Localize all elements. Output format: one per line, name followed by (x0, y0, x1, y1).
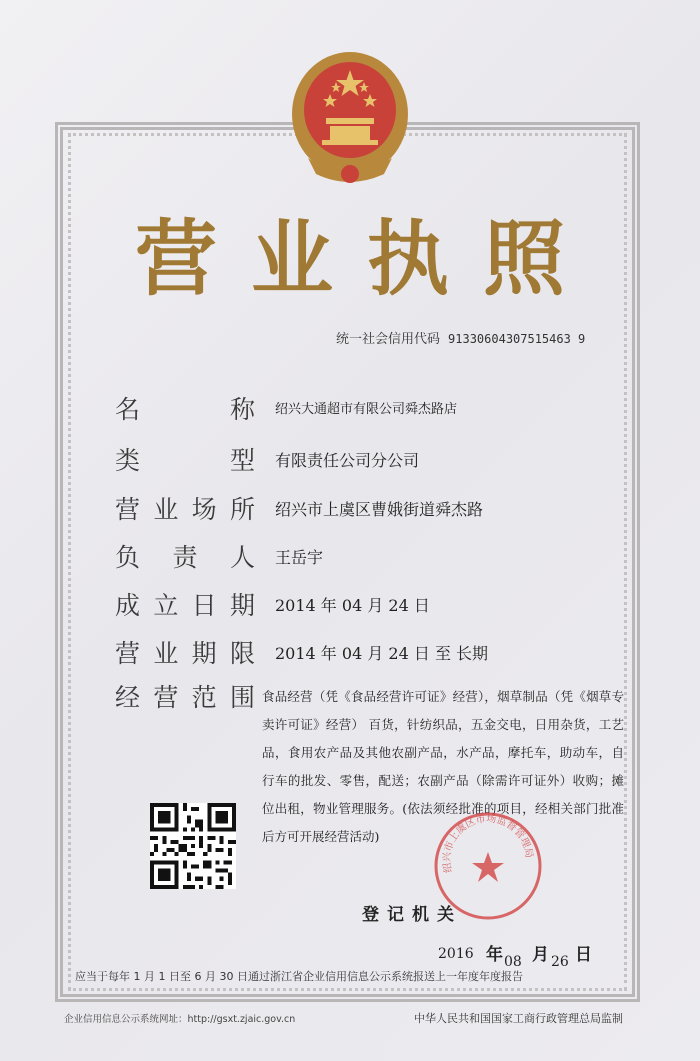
registration-authority-label: 登记机关 (362, 905, 462, 925)
business-scope-text: 食品经营（凭《食品经营许可证》经营），烟草制品（凭《烟草专卖许可证》经营） 百货，针纺织品，五金交电，日用杂货，工艺品，食用农产品及其他农副产品，水产品，摩托车，助动车，自行车的批发、零售，配送；农副产品（除需许可证外）收购；摊位出租，物业管理服务。(依法须经批准的项目，经相关部门批准后方可开展经营活动) (262, 689, 624, 844)
date-day-char: 日 (575, 945, 592, 965)
qr-code-icon (150, 803, 236, 889)
field-label-char: 日 (191, 591, 217, 620)
registration-date (438, 940, 608, 970)
field-label-char: 营 (115, 495, 141, 524)
field-label-char: 成 (115, 591, 141, 620)
date-month-char: 月 (532, 945, 549, 965)
field-label-char: 所 (229, 495, 255, 524)
document-title: 营业执照 (134, 212, 599, 307)
field-value: 2014 年 04 月 24 日 (275, 596, 430, 615)
field-label (115, 636, 255, 672)
field-label-char: 范 (191, 683, 217, 712)
credit-code-line (336, 328, 585, 347)
field-label-char: 围 (229, 683, 255, 712)
field-person-in-charge (115, 540, 635, 580)
field-value: 王岳宇 (275, 548, 324, 567)
field-label-char: 期 (229, 591, 255, 620)
official-seal-icon (432, 810, 544, 922)
field-label-char: 场 (191, 495, 217, 524)
footer-website: 企业信用信息公示系统网址：http://gsxt.zjaic.gov.cn (64, 1014, 296, 1025)
date-month: 08 (504, 954, 522, 970)
field-type (115, 443, 635, 483)
field-label (115, 680, 255, 716)
field-label (115, 492, 255, 528)
footer-issuer: 中华人民共和国国家工商行政管理总局监制 (414, 1012, 623, 1025)
field-label-char: 营 (153, 683, 179, 712)
field-value: 2014 年 04 月 24 日 至 长期 (275, 644, 489, 663)
field-label-char: 业 (153, 639, 179, 668)
date-year: 2016 (438, 946, 474, 962)
date-day: 26 (551, 954, 569, 970)
field-business-term (115, 636, 635, 676)
field-value: 绍兴市上虞区曹娥街道舜杰路 (275, 500, 484, 519)
credit-code-value: 91330604307515463 9 (448, 332, 586, 346)
annual-report-notice: 应当于每年 1 月 1 日至 6 月 30 日通过浙江省企业信用信息公示系统报送上一年度年度报告 (75, 970, 523, 983)
field-label-char: 称 (229, 395, 255, 424)
field-label-char: 期 (191, 639, 217, 668)
seal-text: 绍兴市上虞区市场监督管理局 (441, 813, 535, 874)
field-label-char: 人 (229, 543, 255, 572)
field-label-char: 营 (115, 639, 141, 668)
field-label (115, 588, 255, 624)
field-label-char: 业 (153, 495, 179, 524)
field-label-char: 型 (229, 446, 255, 475)
field-label-char: 限 (229, 639, 255, 668)
field-label (115, 392, 255, 428)
field-label-char: 类 (115, 446, 141, 475)
field-name (115, 392, 635, 432)
field-label-char: 经 (115, 683, 141, 712)
field-label-char: 立 (153, 591, 179, 620)
credit-code-label: 统一社会信用代码 (336, 332, 441, 347)
field-label (115, 540, 255, 576)
field-value: 有限责任公司分公司 (275, 451, 420, 470)
field-established-date (115, 588, 635, 628)
field-label-char: 责 (172, 543, 198, 572)
national-emblem-icon (288, 48, 412, 190)
field-value: 绍兴大通超市有限公司舜杰路店 (275, 402, 458, 417)
date-year-char: 年 (486, 945, 503, 965)
field-label-char: 名 (115, 395, 141, 424)
field-address (115, 492, 635, 532)
field-label (115, 443, 255, 479)
field-label-char: 负 (115, 543, 141, 572)
